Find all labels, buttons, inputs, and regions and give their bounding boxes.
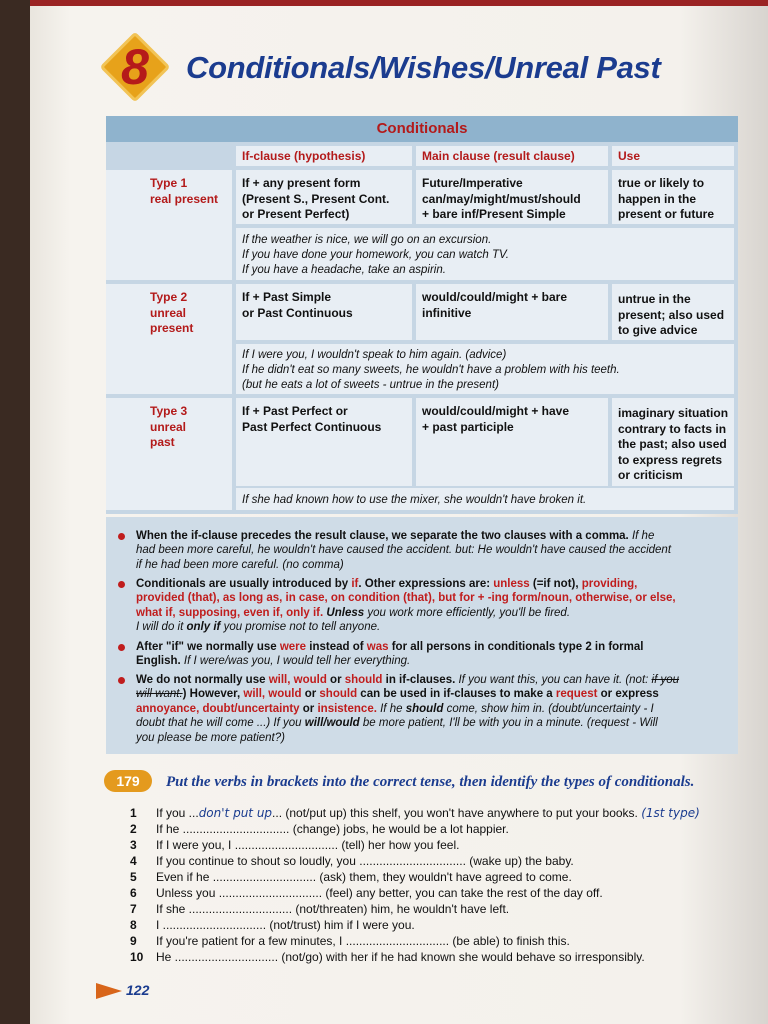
type-2-label: Type 2 unreal present bbox=[150, 290, 194, 335]
chapter-header bbox=[98, 32, 738, 104]
type-3-main-clause: would/could/might + have + past participle bbox=[422, 404, 570, 434]
exercise-item: 7 If she ............................... (not/threaten) him, he wouldn't have left. bbox=[130, 902, 510, 916]
type-2-use: untrue in the present; also used to give advice bbox=[618, 292, 725, 337]
type-3-examples: If she had known how to use the mixer, she wouldn't have broken it. bbox=[242, 494, 587, 506]
exercise-item: 9 If you're patient for a few minutes, I ............................... (be able) to finish this. bbox=[130, 934, 570, 948]
note-4: We do not normally use will, would or should in if-clauses. If you want this, you can have it. (not: if you will want.) However, will, would or should can be used in if-clauses to make a request or express annoyance, doubt/uncertainty or insistence. If he should come, show him in. (doubt/uncertainty - I doubt that he will come ...) If you will/would be more patient, I'll be with you in a minute. (request - Will you please be more patient?) bbox=[136, 673, 732, 745]
note-1: When the if-clause precedes the result clause, we separate the two clauses with a comma. If he had been more careful, he wouldn't have caused the accident. but: He wouldn't have caused the accident if he had been more careful. (no comma) bbox=[136, 529, 732, 572]
grammar-notes bbox=[106, 517, 738, 754]
column-header-use: Use bbox=[618, 149, 641, 163]
exercise-item: 5 Even if he ............................... (ask) them, they wouldn't have agreed to come. bbox=[130, 870, 572, 884]
top-border bbox=[30, 0, 768, 6]
note-3: After "if" we normally use were instead of was for all persons in conditionals type 2 in formal English. If I were/was you, I would tell her everything. bbox=[136, 640, 732, 669]
type-3-if-clause: If + Past Perfect or Past Perfect Continuous bbox=[242, 404, 382, 434]
textbook-page bbox=[30, 0, 768, 1024]
note-2: Conditionals are usually introduced by if. Other expressions are: unless (=if not), providing, provided (that), as long as, in case, on condition (that), but for + -ing form/noun, otherwise, or else, what if, supposing, even if, only if. Unless you work more efficiently, you'll be fired. I will do it only if you promise not to tell anyone. bbox=[136, 577, 732, 635]
type-1-main-clause: Future/Imperative can/may/might/must/should + bare inf/Present Simple bbox=[422, 176, 581, 221]
type-3-use: imaginary situation contrary to facts in the past; also used to express regrets or criticism bbox=[618, 406, 729, 482]
exercise-item: 10 He ............................... (not/go) with her if he had known she would behave so irresponsibly. bbox=[130, 950, 645, 964]
exercise-item: 1 If you ...don't put up... (not/put up) this shelf, you won't have anywhere to put your books. (1st type) bbox=[130, 806, 700, 820]
column-header-if-clause: If-clause (hypothesis) bbox=[242, 149, 366, 163]
answer-input[interactable]: don't put up bbox=[198, 806, 273, 820]
exercise-instruction: Put the verbs in brackets into the correct tense, then identify the types of conditionals. bbox=[166, 774, 695, 790]
page-number: 122 bbox=[126, 982, 150, 998]
type-1-if-clause: If + any present form (Present S., Present Cont. or Present Perfect) bbox=[242, 176, 390, 221]
exercise-item: 3 If I were you, I ............................... (tell) her how you feel. bbox=[130, 838, 460, 852]
chapter-number: 8 bbox=[121, 39, 149, 95]
type-1-label: Type 1 real present bbox=[150, 176, 219, 206]
type-3-label: Type 3 unreal past bbox=[150, 404, 188, 449]
exercise-number-badge: 179 bbox=[104, 770, 152, 792]
type-2-if-clause: If + Past Simple or Past Continuous bbox=[242, 290, 353, 320]
exercise-item: 8 I ............................... (not/trust) him if I were you. bbox=[130, 918, 415, 932]
type-2-examples: If I were you, I wouldn't speak to him again. (advice) If he didn't eat so many sweets, he wouldn't have a problem with his teeth. (but he eats a lot of sweets - untrue in the present) bbox=[242, 349, 620, 391]
exercise-item: 2 If he ................................ (change) jobs, he would be a lot happier. bbox=[130, 822, 509, 836]
table-title: Conditionals bbox=[106, 116, 738, 142]
exercise-item: 4 If you continue to shout so loudly, you ................................ (wake up) the baby. bbox=[130, 854, 574, 868]
type-1-examples: If the weather is nice, we will go on an excursion. If you have done your homework, you can watch TV. If you have a headache, take an aspirin. bbox=[242, 234, 509, 276]
page-arrow-icon bbox=[96, 983, 122, 999]
exercise-item: 6 Unless you ............................... (feel) any better, you can take the rest of the day off. bbox=[130, 886, 603, 900]
column-header-main-clause: Main clause (result clause) bbox=[422, 149, 575, 163]
page-title: Conditionals/Wishes/Unreal Past bbox=[186, 50, 661, 85]
type-1-use: true or likely to happen in the present or future bbox=[618, 176, 715, 221]
conditionals-table bbox=[106, 116, 738, 514]
type-2-main-clause: would/could/might + bare infinitive bbox=[422, 290, 568, 320]
